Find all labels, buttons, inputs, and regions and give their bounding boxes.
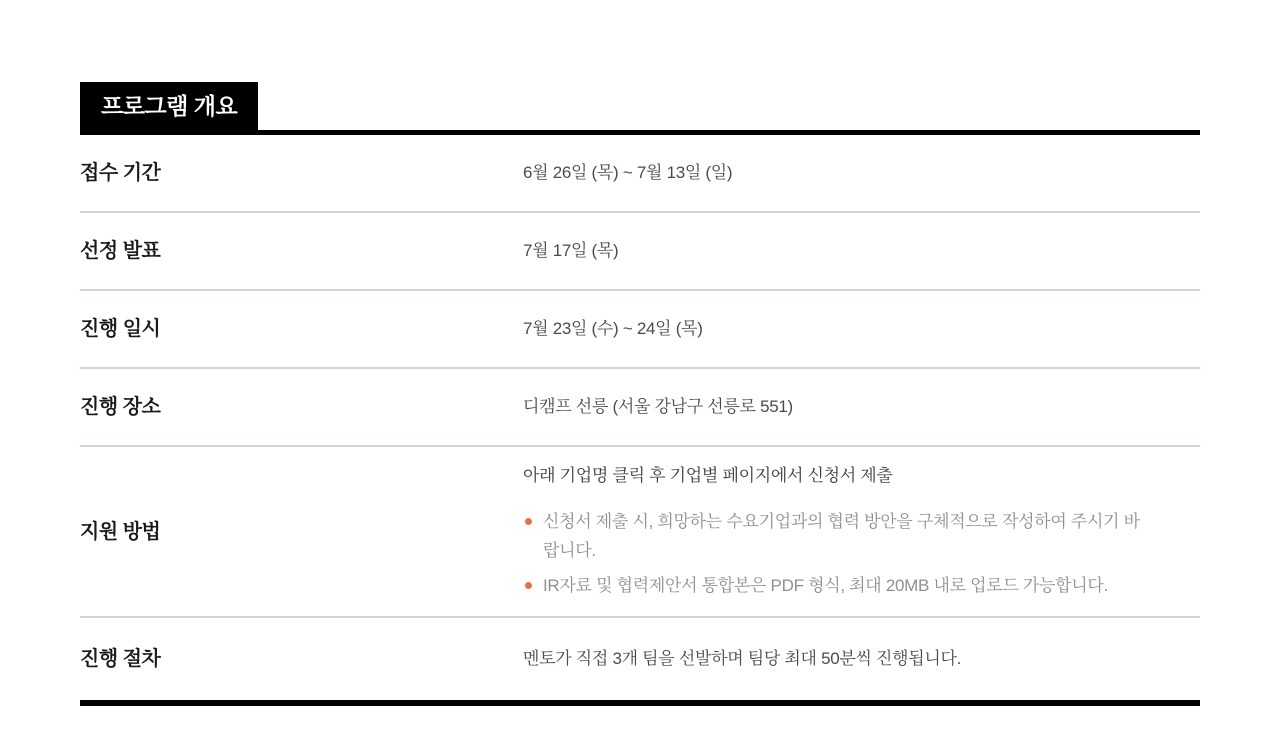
row-value: 멘토가 직접 3개 팀을 선발하며 팀당 최대 50분씩 진행됩니다.	[523, 649, 962, 668]
table-row-application-period	[80, 135, 1200, 213]
row-value: 6월 26일 (목) ~ 7월 13일 (일)	[523, 163, 733, 182]
row-value: 7월 23일 (수) ~ 24일 (목)	[523, 319, 703, 338]
row-label: 지원 방법	[80, 520, 161, 543]
row-label: 진행 장소	[80, 396, 161, 418]
list-item	[523, 571, 1200, 600]
row-label: 진행 일시	[80, 318, 161, 340]
table-row-how-to-apply	[80, 447, 1200, 618]
table-row-venue	[80, 369, 1200, 447]
apply-intro-text: 아래 기업명 클릭 후 기업별 페이지에서 신청서 제출	[523, 466, 893, 485]
apply-notes-list	[523, 507, 1200, 600]
section-title-bar	[80, 82, 1200, 135]
program-overview-section	[80, 82, 1200, 706]
table-row-selection-announcement	[80, 213, 1200, 291]
section-title-badge: 프로그램 개요	[80, 82, 258, 130]
row-value: 디캠프 선릉 (서울 강남구 선릉로 551)	[523, 397, 793, 416]
row-label: 진행 절차	[80, 648, 161, 670]
list-item	[523, 507, 1153, 565]
table-row-procedure	[80, 618, 1200, 700]
overview-table	[80, 135, 1200, 706]
list-item-text: 신청서 제출 시, 희망하는 수요기업과의 협력 방안을 구체적으로 작성하여 주시기 바랍니다.	[543, 512, 1140, 560]
row-value: 7월 17일 (목)	[523, 241, 619, 260]
row-value	[523, 463, 1200, 600]
row-label: 접수 기간	[80, 162, 161, 184]
list-item-text: IR자료 및 협력제안서 통합본은 PDF 형식, 최대 20MB 내로 업로드 가능합니다.	[543, 576, 1108, 595]
table-row-event-date	[80, 291, 1200, 369]
bullet-dot-icon	[525, 582, 532, 589]
bullet-dot-icon	[525, 518, 532, 525]
row-label: 선정 발표	[80, 240, 161, 262]
